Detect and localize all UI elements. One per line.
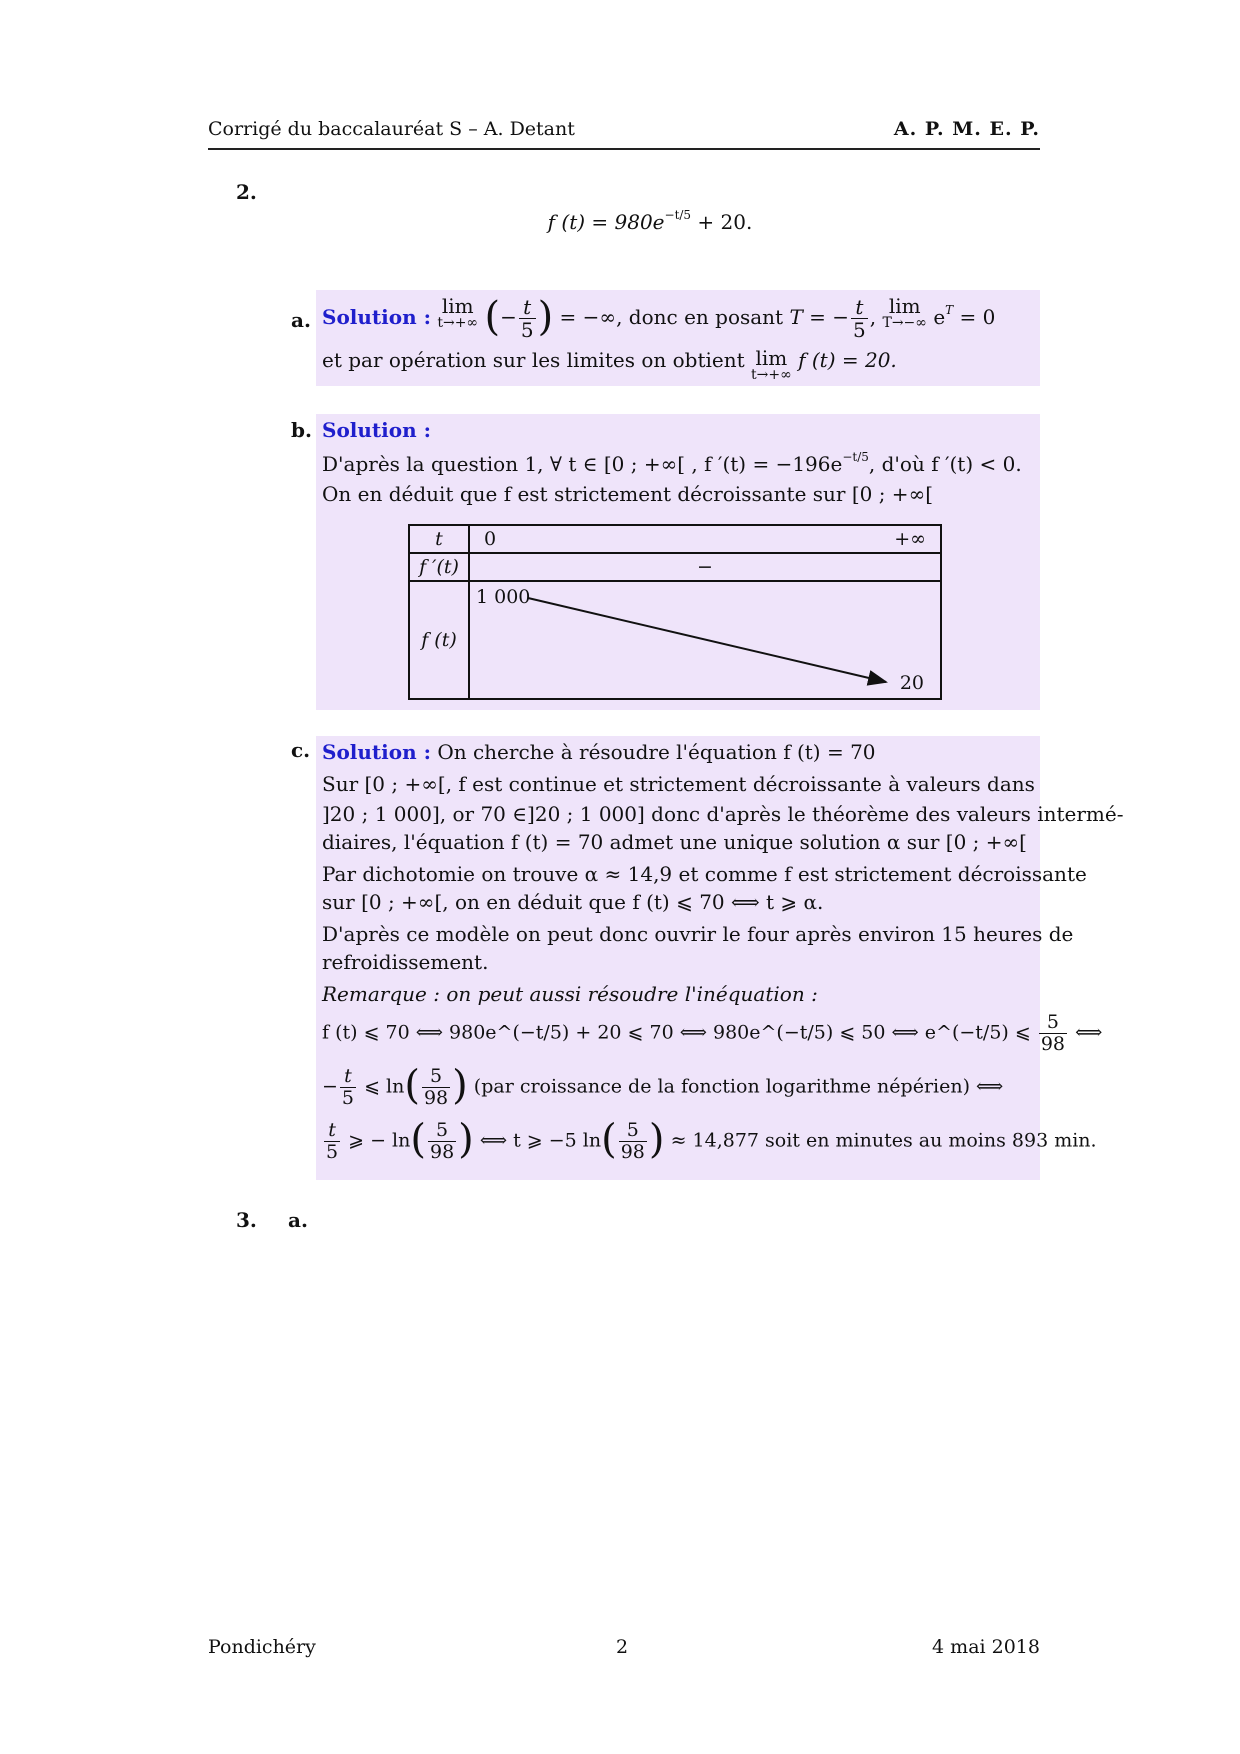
exp-base: e [933,305,946,329]
eq3-result: ≈ 14,877 soit en minutes au moins 893 min. [670,1129,1097,1152]
frac-5-c: 5 [428,1120,456,1142]
eq1-text: f (t) ⩽ 70 ⟺ 980e^(−t/5) + 20 ⩽ 70 ⟺ 980e^(−t/5) ⩽ 50 ⟺ e^(−t/5) ⩽ [322,1021,1031,1044]
fraction-5-98-b [422,1066,450,1109]
paren-close-2: ) [452,1062,468,1109]
lim-word-3: lim [755,346,788,370]
part-c-line-3: diaires, l'équation f (t) = 70 admet une unique solution α sur [0 ; +∞[ [322,830,1027,854]
solution-label-b: Solution : [322,418,431,442]
variation-table [408,524,942,700]
inequality-line-3 [322,1116,1097,1163]
paren-open-3: ( [410,1116,426,1163]
table-top-value: 1 000 [476,586,531,608]
lim-subscript: t→+∞ [437,315,479,331]
limit-2 [882,296,926,330]
table-bottom-value: 20 [899,672,924,694]
question-3-sub: a. [288,1208,308,1232]
page-number: 2 [616,1636,629,1658]
part-c-line-5: sur [0 ; +∞[, on en déduit que f (t) ⩽ 70 ⟺ t ⩾ α. [322,890,824,914]
part-c-label: c. [291,738,311,762]
fraction-5-98-c [428,1120,456,1163]
frac-98-b: 98 [423,1086,449,1109]
frac-98-d: 98 [620,1140,645,1163]
part-c-line-0 [322,740,876,764]
derivative-exponent: −t/5 [842,450,869,464]
question-2-number: 2. [236,180,257,204]
question-3-number: 3. [236,1208,257,1232]
eq1-iff: ⟺ [1075,1021,1103,1044]
part-b-solution [322,418,431,442]
frac-5-d: 5 [326,1140,339,1163]
left-paren: ( [484,294,501,340]
page-header [208,118,1040,150]
right-paren: ) [537,294,554,340]
frac-5-c: 5 [341,1086,355,1109]
frac-den: 5 [520,318,534,342]
le-ln: ⩽ ln [364,1075,405,1098]
decreasing-arrow [470,582,940,700]
part-b-line-1 [322,450,1022,476]
part-a-solution-box [316,290,1040,386]
table-start: 0 [484,528,497,550]
part-c-line-2: ]20 ; 1 000], or 70 ∈]20 ; 1 000] donc d'après le théorème des valeurs intermé- [322,802,1124,826]
paren-close-4: ) [648,1116,665,1163]
part-c-solution-box [316,736,1124,1180]
part-a-line-2 [322,348,897,382]
frac-num: t [519,296,536,319]
limit-result: f (t) = 20. [798,348,897,372]
table-end: +∞ [894,528,926,550]
lim-subscript-2: T→−∞ [882,315,927,331]
part-c-line-7: refroidissement. [322,950,489,974]
table-variation-cell [469,581,941,699]
table-f-label: f (t) [409,581,469,699]
header-right: A. P. M. E. P. [893,118,1040,140]
fraction-t-5-d [324,1120,340,1163]
paren-close-3: ) [458,1116,474,1163]
solution-label: Solution : [322,305,431,329]
equals-zero: = 0 [959,305,996,329]
limit-1 [437,296,478,330]
lim-word-2: lim [888,294,921,318]
table-sign: − [469,553,941,581]
frac-98: 98 [1040,1032,1066,1055]
frac-5: 5 [1039,1012,1067,1034]
exp-T: T [945,303,954,317]
fraction-5-98 [1039,1012,1067,1055]
table-t-row [469,525,941,553]
paren-open-2: ( [404,1062,420,1109]
part-a-label: a. [291,308,311,332]
table-fprime-label: f ′(t) [409,553,469,581]
derivative-conclusion: , d'où f ′(t) < 0. [868,452,1022,476]
frac-num-b: t [851,296,868,319]
formula-exponent: −t/5 [664,208,692,222]
formula-lhs: f (t) = 980e [547,210,665,234]
ge-ln: ⩾ − ln [348,1129,411,1152]
part-a-line-1: Solution : lim t→+∞ (− $\frac{t}{5}$ ) = −∞, donc en posant T = − $\frac{t}{5}$ , lim T→−∞ $e^T = 0$ [322,294,996,342]
solution-label-c: Solution : [322,740,431,764]
frac-den-b: 5 [853,318,866,342]
part-c-line-1: Sur [0 ; +∞[, f est continue et strictement décroissante à valeurs dans [322,772,1035,796]
minus-sign: − [322,1075,338,1098]
fraction-t-5-c [340,1066,356,1109]
fraction-5-98-d [619,1120,647,1163]
lim-subscript-3: t→+∞ [751,367,792,383]
part-b-label: b. [291,418,312,442]
inequality-line-1 [322,1012,1102,1055]
inequality-line-2 [322,1062,1004,1109]
header-left: Corrigé du baccalauréat S – A. Detant [208,118,575,140]
limit-3 [751,348,792,382]
footer-date: 4 mai 2018 [932,1636,1040,1658]
remark: Remarque : on peut aussi résoudre l'inéquation : [322,982,818,1006]
part-c-line-6: D'après ce modèle on peut donc ouvrir le four après environ 15 heures de [322,922,1074,946]
eq2-text: (par croissance de la fonction logarithme népérien) ⟺ [473,1075,1004,1098]
lim-word: lim [441,294,474,318]
footer-left: Pondichéry [208,1636,316,1658]
eq3-implication: ⟺ t ⩾ −5 ln [479,1129,602,1152]
line2-text: et par opération sur les limites on obtient [322,348,745,372]
fraction-t-5 [519,296,536,341]
frac-5-b: 5 [422,1066,450,1088]
frac-5-d2: 5 [619,1120,647,1142]
result-text: = −∞, donc en posant [559,305,784,329]
frac-t-c: t [340,1066,356,1088]
part-c-text-0: On cherche à résoudre l'équation f (t) = 70 [437,740,876,764]
T-definition: T = − [789,305,850,329]
frac-t-d: t [324,1120,340,1142]
fraction-t-5-b [851,296,868,341]
derivative-text: D'après la question 1, ∀ t ∈ [0 ; +∞[ , f ′(t) = −196e [322,452,843,476]
table-t-label: t [409,525,469,553]
question-2-formula [420,208,880,234]
part-c-line-4: Par dichotomie on trouve α ≈ 14,9 et comme f est strictement décroissante [322,862,1087,886]
paren-open-4: ( [601,1116,617,1163]
frac-98-c: 98 [429,1140,455,1163]
formula-rhs: + 20. [691,210,753,234]
part-b-line-2: On en déduit que f est strictement décroissante sur [0 ; +∞[ [322,482,934,506]
